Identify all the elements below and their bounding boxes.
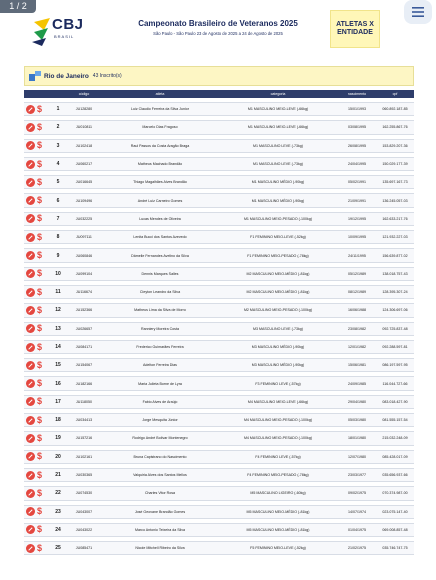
remove-icon[interactable] [26,288,35,297]
row-actions [24,416,50,425]
column-header-code: código [78,92,90,96]
payment-icon[interactable]: $ [37,286,43,297]
payment-icon[interactable]: $ [37,451,43,462]
remove-icon[interactable] [26,489,35,498]
region-count: 43 Inscrito(s) [92,73,122,79]
athlete-code: JU152366 [75,308,93,313]
remove-icon[interactable] [26,196,35,205]
athlete-cpf: 116.044.727-66 [382,381,408,386]
athlete-category: M1 MASCULINO MEIO-PESADO (-100kg) [243,216,313,221]
remove-icon[interactable] [26,452,35,461]
region-name: Rio de Janeiro [44,72,89,80]
athlete-birthdate: 24/11/1995 [348,253,366,258]
athlete-cpf: 162.255.867-76 [382,125,408,130]
athlete-name: Raul Passos da Costa Aragão Braga [130,143,190,148]
athlete-name: Nicole Mitchell Ribeiro da Silva [135,546,185,551]
table-row [24,175,414,189]
row-number: 3 [56,142,60,149]
athlete-category: F1 FEMININO MEIO-PESADO (-78kg) [247,253,309,258]
row-number: 9 [56,252,60,259]
athlete-category: M3 MASCULINO MÉDIO (-90kg) [251,363,305,368]
remove-icon[interactable] [26,525,35,534]
payment-icon[interactable]: $ [37,396,43,407]
athlete-cpf: 081.555.157-54 [382,418,408,423]
athlete-cpf: 085.428.017-09 [382,454,408,459]
table-row [24,486,414,500]
table-row [24,340,414,354]
row-actions [24,123,50,132]
row-actions [24,544,50,553]
athlete-cpf: 156.639.877-02 [382,253,408,258]
athlete-category: M1 MASCULINO MÉDIO (-90kg) [251,180,305,185]
document-header [18,6,418,56]
payment-icon[interactable]: $ [37,414,43,425]
athlete-cpf: 070.374.987-00 [382,491,408,496]
region-bar [24,66,414,86]
payment-icon[interactable]: $ [37,140,43,151]
row-number: 8 [56,234,60,241]
table-row [24,248,414,262]
athlete-cpf: 092.288.597-81 [382,345,408,349]
athlete-birthdate: 05/03/1980 [348,418,366,423]
athlete-category: M1 MASCULINO LEVE (-73kg) [253,162,303,167]
payment-icon[interactable]: $ [37,432,43,443]
table-row [24,505,414,519]
athlete-category: M4 MASCULINO MEIO-PESADO (-100kg) [243,418,313,423]
athlete-cpf: 128.395.307-24 [382,290,408,295]
athlete-cpf: 215.032.248-09 [382,436,408,441]
athlete-cpf: 121.932.227-03 [382,235,408,240]
remove-icon[interactable] [26,178,35,187]
athlete-name: Jorge Mesquita Júnior [142,418,178,423]
table-row [24,322,414,336]
row-number: 23 [55,508,61,515]
row-actions [24,434,50,443]
row-actions [24,105,50,114]
athlete-birthdate: 21/02/1975 [348,546,366,551]
athlete-cpf: 136.245.057-03 [382,198,408,203]
athlete-category: F3 FEMININO LEVE (-57kg) [255,381,301,386]
page-indicator: 1 / 2 [0,0,36,13]
payment-icon[interactable]: $ [37,378,43,389]
athlete-name: Luiz Claudio Ferreira da Silva Junior [131,107,189,112]
hamburger-icon [412,7,424,17]
athlete-birthdate: 23/03/1977 [348,473,366,478]
row-number: 14 [55,344,61,350]
row-actions [24,397,50,406]
remove-icon[interactable] [26,379,35,388]
column-header-birth: nascimento [347,92,367,96]
athlete-category: M5 MASCULINO LIGEIRO (-60kg) [250,491,306,496]
row-number: 22 [55,490,61,497]
payment-icon[interactable]: $ [37,304,43,315]
athlete-code: JU102161 [75,454,93,459]
athlete-name: Cleyton Leandro da Silva [139,290,181,295]
row-number: 15 [55,362,61,369]
remove-icon[interactable] [26,123,35,132]
menu-button[interactable] [404,0,432,24]
payment-icon[interactable]: $ [37,323,43,334]
payment-icon[interactable]: $ [37,250,43,261]
athlete-code: JU030365 [75,473,93,478]
athlete-code: JU085471 [75,546,93,551]
athlete-name: Dâmelle Fernandes Avelino da Silva [131,253,189,258]
athlete-category: M5 MASCULINO MEIO-MÉDIO (-81kg) [246,509,310,514]
row-actions [24,196,50,205]
row-actions [24,233,50,242]
table-row [24,358,414,372]
remove-icon[interactable] [26,397,35,406]
row-number: 21 [55,472,61,479]
athlete-birthdate: 05/12/1989 [348,271,366,276]
athlete-name: Thiago Magalhães Alves Brandão [133,180,187,185]
row-actions [24,489,50,498]
athlete-name: Valquiria Alves dos Santos Mellos [133,473,187,478]
athlete-code: JU043007 [75,509,93,514]
payment-icon[interactable]: $ [37,524,43,535]
page-title: Campeonato Brasileiro de Veteranos 2025 [138,19,298,28]
athlete-name: Charles Vitor Rosa [144,491,176,496]
payment-icon[interactable]: $ [37,341,43,352]
athlete-category: M1 MASCULINO MEIO-LEVE (-66kg) [247,125,309,130]
atletas-box-line1: ATLETAS X [336,21,374,28]
athlete-cpf: 162.633.217-76 [382,216,408,221]
athlete-cpf: 153.829.207-36 [382,143,408,148]
row-actions [24,306,50,315]
athlete-code: JU016645 [75,180,93,185]
row-number: 1 [56,106,60,113]
athlete-name: Matheus Machado Brandão [137,162,183,167]
athlete-category: M4 MASCULINO MEIO-LEVE (-66kg) [247,399,309,404]
table-row [24,523,414,537]
row-actions [24,214,50,223]
remove-icon[interactable] [26,416,35,425]
athlete-code: JU097111 [76,235,92,240]
athlete-name: José Geovane Brandão Gomes [134,509,186,514]
athlete-birthdate: 08/12/1989 [348,290,366,295]
athlete-code: JU154067 [75,363,93,368]
athlete-code: JU043022 [75,527,93,532]
row-number: 24 [55,526,61,533]
table-row [24,303,414,317]
athlete-name: Frederico Guimarães Ferreira [136,345,184,349]
athlete-name: Bruna Capistrano do Nascimento [133,454,187,459]
athlete-birthdate: 03/08/1995 [348,125,366,130]
athlete-table-body [24,102,414,555]
table-row [24,230,414,244]
athlete-birthdate: 23/08/1982 [348,326,366,331]
row-number: 11 [55,289,61,296]
athlete-cpf: 124.306.697-06 [382,308,408,313]
remove-icon[interactable] [26,105,35,114]
row-number: 25 [55,545,61,552]
remove-icon[interactable] [26,306,35,315]
row-actions [24,324,50,333]
athlete-birthdate: 18/01/1980 [348,436,366,441]
row-actions [24,178,50,187]
payment-icon[interactable]: $ [37,469,43,480]
column-header-cpf: cpf [392,92,398,96]
payment-icon[interactable]: $ [37,506,43,517]
table-row [24,413,414,427]
row-number: 13 [55,325,61,332]
athlete-category: F1 FEMININO MEIO-LEVE (-52kg) [250,235,306,240]
row-actions [24,251,50,260]
athlete-name: Ranniery Moreira Costa [141,326,179,331]
athlete-category: M1 MASCULINO MEIO-LEVE (-66kg) [247,107,309,112]
athlete-name: Fabio Alves de Araújo [142,399,178,404]
row-number: 7 [56,215,60,222]
athlete-category: F5 FEMININO MEIO-LEVE (-52kg) [250,546,306,551]
table-row [24,267,414,281]
page-subtitle: São Paulo - São Paulo 23 de Agosto de 2025 a 24 de Agosto de 2025 [153,31,283,36]
column-header-athlete: atleta [155,92,165,96]
row-number: 12 [55,307,61,314]
remove-icon[interactable] [26,160,35,169]
athlete-code: JU099104 [75,271,93,276]
athlete-cpf: 035.746.747-75 [382,546,408,551]
athlete-birthdate: 15/01/1993 [348,107,366,112]
payment-icon[interactable]: $ [37,195,43,206]
row-number: 20 [55,453,61,460]
table-row [24,120,414,134]
table-row [24,468,414,482]
column-header-category: categoria [270,92,286,96]
athlete-category: M5 MASCULINO MEIO-MÉDIO (-81kg) [246,527,310,532]
athlete-code: JU010811 [75,125,93,130]
athlete-category: F4 FEMININO LEVE (-57kg) [255,454,301,459]
remove-icon[interactable] [26,343,35,352]
row-actions [24,452,50,461]
payment-icon[interactable]: $ [37,231,43,242]
athlete-category: M2 MASCULINO MEIO-MÉDIO (-81kg) [246,271,310,276]
row-actions [24,361,50,370]
athlete-birthdate: 05/02/1991 [348,180,366,185]
athlete-code: JU084171 [75,345,93,349]
row-number: 5 [56,179,60,186]
athlete-name: Lenita Bucci dos Santos Azevedo [133,235,187,240]
athlete-code: JU118050 [75,399,93,404]
table-row [24,139,414,153]
remove-icon[interactable] [26,361,35,370]
athlete-category: M2 MASCULINO MEIO-MÉDIO (-81kg) [246,290,310,295]
athlete-category: M1 MASCULINO MÉDIO (-90kg) [251,198,305,203]
athlete-code: JU060217 [75,162,93,167]
athlete-name: Marco Antonio Teixeira da Silva [134,527,186,532]
athlete-birthdate: 01/04/1975 [348,527,366,532]
row-number: 2 [56,124,60,131]
athlete-birthdate: 12/07/1980 [348,454,366,459]
athlete-name: Dennis Marques Salles [141,271,179,276]
athlete-birthdate: 14/07/1974 [348,509,366,514]
athlete-birthdate: 15/06/1981 [348,363,366,368]
table-row [24,193,414,207]
remove-icon[interactable] [26,434,35,443]
athlete-name: Rodrigo André Bolívar Montenegro [132,436,188,441]
table-row [24,395,414,409]
athlete-name: Lucas Mendes de Oliveira [139,216,181,221]
row-number: 6 [56,197,60,204]
athlete-category: M3 MASCULINO MÉDIO (-90kg) [251,345,305,349]
athlete-code: JU102418 [75,143,93,148]
athlete-cpf: 150.029.177-39 [382,162,408,167]
row-actions [24,525,50,534]
table-row [24,212,414,226]
remove-icon[interactable] [26,507,35,516]
athlete-name: Adelton Ferreira Dias [143,363,177,368]
payment-icon[interactable]: $ [37,213,43,224]
athlete-code: JU116674 [75,290,93,295]
athlete-cpf: 035.656.937-66 [382,473,408,478]
region-flag-icon [29,71,41,81]
remove-icon[interactable] [26,233,35,242]
athlete-cpf: 069.008.857-48 [382,527,408,532]
region-section [24,66,414,555]
athlete-birthdate: 21/09/1991 [348,198,366,203]
remove-icon[interactable] [26,141,35,150]
table-row [24,376,414,390]
row-actions [24,269,50,278]
row-actions [24,288,50,297]
athlete-code: JU074530 [75,491,93,496]
athlete-code: JU060846 [75,253,93,258]
athlete-cpf: 138.018.757-43 [382,271,408,276]
logo-subtext: BRASIL [54,34,75,39]
remove-icon[interactable] [26,324,35,333]
athlete-cpf: 092.725.837-48 [382,326,408,331]
table-row [24,102,414,116]
row-number: 16 [55,380,61,387]
athlete-category: M4 MASCULINO MEIO-PESADO (-100kg) [243,436,313,441]
row-actions [24,343,50,352]
payment-icon[interactable]: $ [37,103,43,114]
row-number: 4 [56,161,60,168]
athlete-code: JU182166 [75,381,93,386]
athlete-category: M1 MASCULINO LEVE (-73kg) [253,143,303,148]
athlete-cpf: 023.075.147-40 [382,509,408,514]
athlete-category: F4 FEMININO MEIO-PESADO (-78kg) [247,473,309,478]
remove-icon[interactable] [26,471,35,480]
table-header [24,90,414,98]
table-row [24,541,414,555]
athlete-name: Matheus Lima da Silva de Morro [134,308,186,313]
payment-icon[interactable]: $ [37,158,43,169]
payment-icon[interactable]: $ [37,487,43,498]
athlete-birthdate: 19/12/1995 [348,216,366,221]
athlete-birthdate: 26/08/1995 [348,143,366,148]
athlete-birthdate: 24/09/1985 [348,381,366,386]
athlete-birthdate: 16/06/1988 [348,308,366,313]
athlete-cpf: 135.697.167-73 [382,180,408,185]
row-actions [24,507,50,516]
athlete-category: M3 MASCULINO LEVE (-73kg) [253,326,303,331]
row-actions [24,379,50,388]
athlete-name: André Luiz Carneiro Gomes [137,198,183,203]
remove-icon[interactable] [26,251,35,260]
athlete-code: JU128280 [75,107,93,112]
payment-icon[interactable]: $ [37,121,43,132]
athlete-birthdate: 24/04/1995 [348,162,366,167]
athlete-code: JU034413 [75,418,93,423]
payment-icon[interactable]: $ [37,542,43,553]
athlete-code: JU032225 [75,216,93,221]
athlete-birthdate: 09/02/1975 [348,491,366,496]
remove-icon[interactable] [26,269,35,278]
athlete-name: Marcelo Dias Fragoso [142,125,178,130]
athlete-birthdate: 12/01/1982 [348,345,366,349]
row-actions [24,471,50,480]
athlete-birthdate: 29/04/1980 [348,399,366,404]
logo-text: CBJ [52,16,84,33]
table-row [24,450,414,464]
table-row [24,157,414,171]
row-actions [24,141,50,150]
atletas-box-line2: ENTIDADE [337,29,373,36]
remove-icon[interactable] [26,214,35,223]
athlete-code: JU026657 [75,326,93,331]
row-number: 18 [55,417,61,424]
payment-icon[interactable]: $ [37,176,43,187]
athlete-code: JU109496 [75,198,93,203]
row-number: 19 [55,435,61,442]
athlete-code: JU157216 [75,436,93,441]
row-actions [24,160,50,169]
athlete-birthdate: 10/09/1995 [348,235,366,240]
athlete-cpf: 083.018.427-90 [382,399,408,404]
payment-icon[interactable]: $ [37,268,43,279]
athlete-cpf: 086.197.597-95 [382,363,408,368]
remove-icon[interactable] [26,544,35,553]
atletas-entidade-box [330,10,380,48]
athlete-category: M2 MASCULINO MEIO-PESADO (-100kg) [243,308,313,313]
row-number: 17 [55,398,61,405]
table-row [24,431,414,445]
athlete-cpf: 060.892.187-85 [382,107,408,112]
row-number: 10 [55,270,61,277]
table-row [24,285,414,299]
athlete-name: Maria Julieta Borne de Lyra [138,381,182,386]
payment-icon[interactable]: $ [37,359,43,370]
